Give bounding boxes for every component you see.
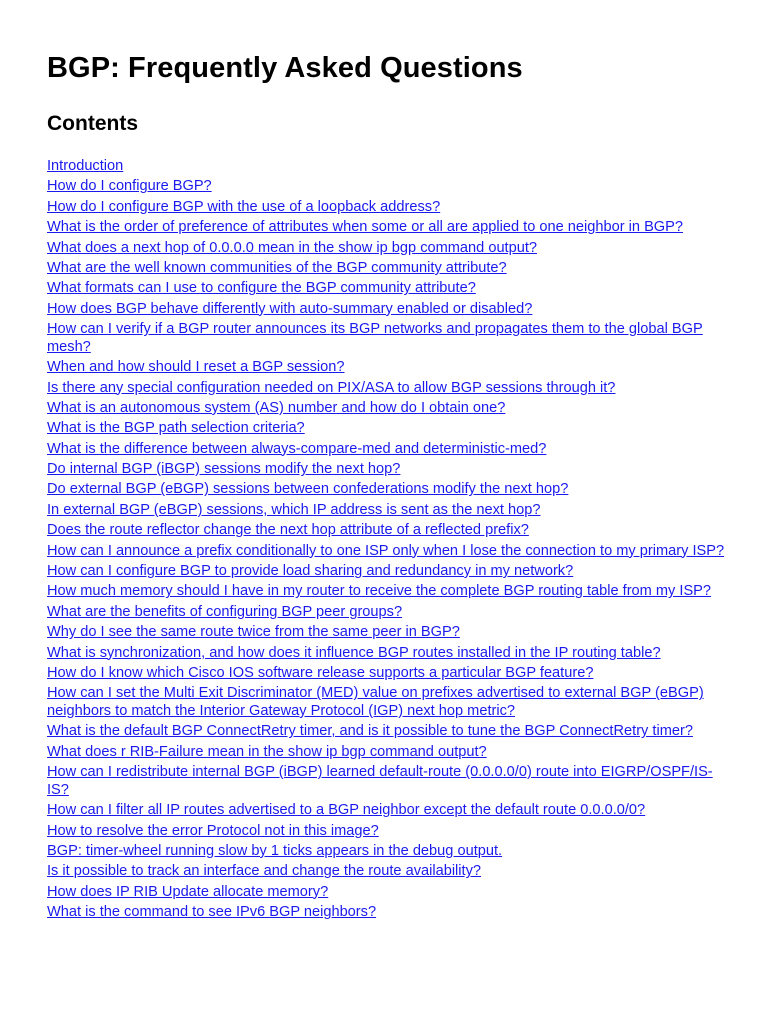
toc-link[interactable]: What does r RIB-Failure mean in the show ip bgp command output? xyxy=(47,743,487,760)
toc-item xyxy=(47,461,748,481)
toc-item xyxy=(47,219,748,239)
toc-item xyxy=(47,884,748,904)
toc-link[interactable]: How can I verify if a BGP router announces its BGP networks and propagates them to the global BGP mesh? xyxy=(47,321,703,355)
toc-item xyxy=(47,843,748,863)
toc-item xyxy=(47,260,748,280)
toc-item xyxy=(47,400,748,420)
toc-link[interactable]: How can I filter all IP routes advertised to a BGP neighbor except the default route 0.0.0.0/0? xyxy=(47,802,646,819)
toc-link[interactable]: In external BGP (eBGP) sessions, which IP address is sent as the next hop? xyxy=(47,501,541,518)
toc-item xyxy=(47,723,748,743)
toc-link[interactable]: What formats can I use to configure the BGP community attribute? xyxy=(47,280,476,297)
toc-item xyxy=(47,502,748,522)
toc-link[interactable]: How does IP RIB Update allocate memory? xyxy=(47,883,329,900)
contents-heading: Contents xyxy=(47,112,138,135)
toc-item xyxy=(47,563,748,583)
toc-item xyxy=(47,481,748,501)
toc-link[interactable]: How can I announce a prefix conditionally to one ISP only when I lose the connection to my primary ISP? xyxy=(47,542,725,559)
toc-link[interactable]: What is the order of preference of attributes when some or all are applied to one neighbor in BGP? xyxy=(47,219,684,236)
toc-item xyxy=(47,665,748,685)
toc-link[interactable]: What does a next hop of 0.0.0.0 mean in the show ip bgp command output? xyxy=(47,239,538,256)
toc-item xyxy=(47,624,748,644)
toc-link[interactable]: What are the benefits of configuring BGP peer groups? xyxy=(47,603,403,620)
toc-link[interactable]: What are the well known communities of the BGP community attribute? xyxy=(47,259,507,276)
toc-link[interactable]: Why do I see the same route twice from the same peer in BGP? xyxy=(47,624,460,641)
toc-link[interactable]: How can I redistribute internal BGP (iBGP) learned default-route (0.0.0.0/0) route into EIGRP/OSPF/IS-IS? xyxy=(47,764,713,798)
toc-link[interactable]: Introduction xyxy=(47,158,124,174)
toc-item xyxy=(47,441,748,461)
toc-link[interactable]: How do I know which Cisco IOS software release supports a particular BGP feature? xyxy=(47,664,594,681)
toc-item xyxy=(47,645,748,665)
toc-item xyxy=(47,764,748,802)
toc-item xyxy=(47,543,748,563)
toc-link[interactable]: Do external BGP (eBGP) sessions between confederations modify the next hop? xyxy=(47,481,569,498)
page-title: BGP: Frequently Asked Questions xyxy=(47,52,523,84)
toc-item xyxy=(47,522,748,542)
toc-link[interactable]: How to resolve the error Protocol not in this image? xyxy=(47,822,379,839)
toc-item xyxy=(47,158,748,178)
toc-link[interactable]: How do I configure BGP? xyxy=(47,178,212,195)
toc-item xyxy=(47,583,748,603)
toc-item xyxy=(47,359,748,379)
toc-link[interactable]: What is the command to see IPv6 BGP neighbors? xyxy=(47,904,377,921)
toc-item xyxy=(47,904,748,924)
toc-link[interactable]: What is an autonomous system (AS) number and how do I obtain one? xyxy=(47,399,506,416)
toc-item xyxy=(47,240,748,260)
toc-link[interactable]: Does the route reflector change the next hop attribute of a reflected prefix? xyxy=(47,522,529,539)
toc-link[interactable]: BGP: timer-wheel running slow by 1 ticks appears in the debug output. xyxy=(47,842,503,859)
toc-link[interactable]: How do I configure BGP with the use of a loopback address? xyxy=(47,198,441,215)
toc-link[interactable]: What is the BGP path selection criteria? xyxy=(47,420,305,437)
toc-link[interactable]: Do internal BGP (iBGP) sessions modify the next hop? xyxy=(47,461,401,478)
toc-item xyxy=(47,802,748,822)
toc-link[interactable]: How can I set the Multi Exit Discriminator (MED) value on prefixes advertised to external BGP (eBGP) neighbors to match the Interior Gateway Protocol (IGP) next hop metric? xyxy=(47,685,704,719)
toc-link[interactable]: What is synchronization, and how does it influence BGP routes installed in the IP routing table? xyxy=(47,644,661,661)
toc-link[interactable]: How much memory should I have in my router to receive the complete BGP routing table from my ISP? xyxy=(47,583,712,600)
toc-link[interactable]: Is there any special configuration needed on PIX/ASA to allow BGP sessions through it? xyxy=(47,379,616,396)
toc-link[interactable]: What is the default BGP ConnectRetry timer, and is it possible to tune the BGP ConnectRetry timer? xyxy=(47,723,693,740)
toc-item xyxy=(47,321,748,359)
toc-item xyxy=(47,823,748,843)
toc-item xyxy=(47,380,748,400)
toc-link[interactable]: How does BGP behave differently with auto-summary enabled or disabled? xyxy=(47,300,533,317)
toc-item xyxy=(47,744,748,764)
toc-item xyxy=(47,420,748,440)
toc-link[interactable]: What is the difference between always-compare-med and deterministic-med? xyxy=(47,440,547,457)
toc-link[interactable]: Is it possible to track an interface and change the route availability? xyxy=(47,863,482,880)
toc-link[interactable]: How can I configure BGP to provide load sharing and redundancy in my network? xyxy=(47,563,574,580)
toc-item xyxy=(47,863,748,883)
toc-item xyxy=(47,604,748,624)
toc-item xyxy=(47,280,748,300)
toc-item xyxy=(47,178,748,198)
toc-item xyxy=(47,199,748,219)
toc-item xyxy=(47,301,748,321)
toc-item xyxy=(47,685,748,723)
table-of-contents xyxy=(47,158,748,924)
toc-link[interactable]: When and how should I reset a BGP session? xyxy=(47,359,345,376)
